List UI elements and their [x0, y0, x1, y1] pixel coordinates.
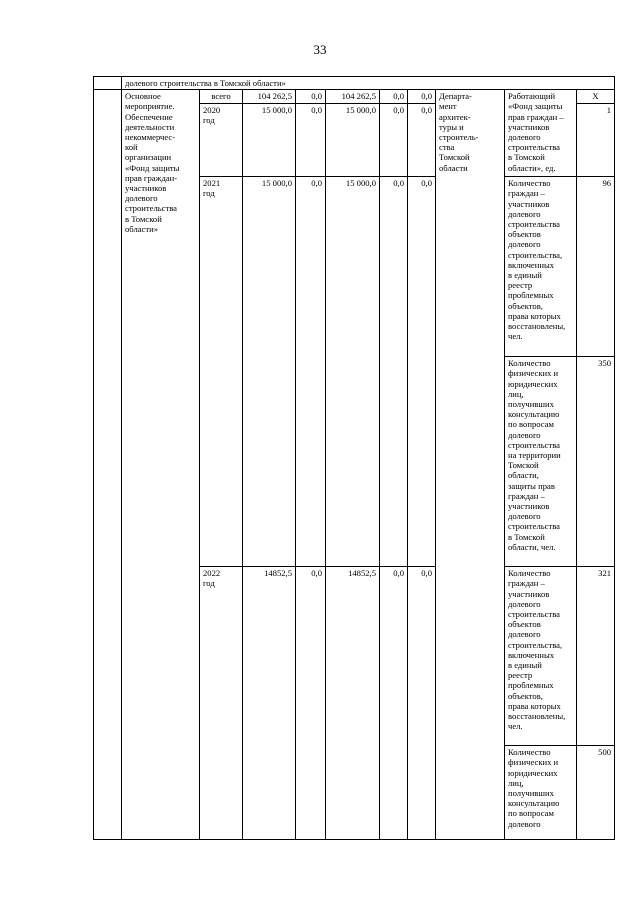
total-cell: 14852,5 [243, 567, 296, 840]
total-cell: 15 000,0 [243, 177, 296, 567]
indicator-value-cell: 1 [577, 104, 615, 177]
period-cell: всего [200, 90, 243, 104]
indicator-value-cell: Х [577, 90, 615, 104]
indicator-cell: Количество физических и юридических лиц, получивших консультацию по вопросам долевого строительства на территории Томской области, защиты прав граждан – участников долевого строительства в Томской области, чел. [505, 357, 577, 567]
value-cell: 0,0 [380, 177, 408, 567]
indicator-cell: Количество граждан – участников долевого строительства объектов долевого строительства, включенных в единый реестр проблемных объектов, права которых восстановлены, чел. [505, 567, 577, 746]
value-cell: 0,0 [408, 177, 436, 567]
value-cell: 0,0 [380, 90, 408, 104]
indicator-cell: Работающий «Фонд защиты прав граждан – участников долевого строительства в Томской области», ед. [505, 90, 577, 177]
indicator-value-cell: 96 [577, 177, 615, 357]
activity-name: Основное мероприятие. Обеспечение деятельности некоммерчес- кой организации «Фонд защиты прав граждан- участников долевого строительства в Томской области» [122, 90, 200, 840]
indicator-value-cell: 350 [577, 357, 615, 567]
value-cell: 0,0 [408, 567, 436, 840]
total-cell: 104 262,5 [243, 90, 296, 104]
value-cell: 0,0 [380, 104, 408, 177]
value-cell: 0,0 [408, 90, 436, 104]
indicator-cell: Количество физических и юридических лиц, получивших консультацию по вопросам долевого [505, 746, 577, 840]
value-cell: 104 262,5 [326, 90, 380, 104]
indicator-value-cell: 321 [577, 567, 615, 746]
value-cell: 0,0 [296, 90, 326, 104]
period-cell: 2020 год [200, 104, 243, 177]
period-cell: 2022 год [200, 567, 243, 840]
indicator-value-cell: 500 [577, 746, 615, 840]
executor-cell: Департа- мент архитек- туры и строитель- ства Томской области [436, 90, 505, 840]
value-cell: 15 000,0 [326, 104, 380, 177]
indicator-cell: Количество граждан – участников долевого строительства объектов долевого строительства, включенных в единый реестр проблемных объектов, права которых восстановлены, чел. [505, 177, 577, 357]
section-header: долевого строительства в Томской области» [122, 77, 615, 90]
value-cell: 15 000,0 [326, 177, 380, 567]
row-number-cell [94, 77, 122, 90]
value-cell: 14852,5 [326, 567, 380, 840]
period-cell: 2021 год [200, 177, 243, 567]
value-cell: 0,0 [380, 567, 408, 840]
value-cell: 0,0 [296, 104, 326, 177]
value-cell: 0,0 [296, 177, 326, 567]
value-cell: 0,0 [296, 567, 326, 840]
total-cell: 15 000,0 [243, 104, 296, 177]
value-cell: 0,0 [408, 104, 436, 177]
row-number-cell [94, 90, 122, 840]
program-table [93, 76, 615, 840]
page-number: 33 [313, 42, 327, 57]
